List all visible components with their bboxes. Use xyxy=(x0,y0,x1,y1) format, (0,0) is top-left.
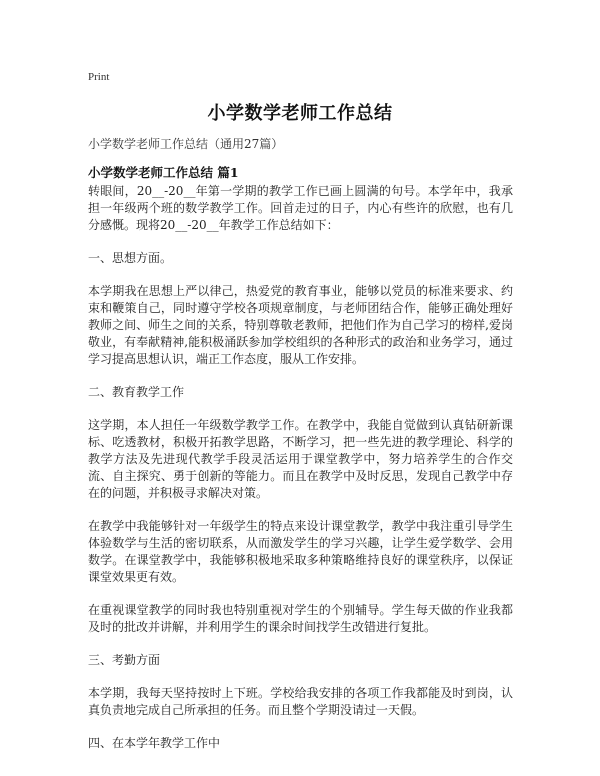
paragraph-teaching-3: 在重视课堂教学的同时我也特别重视对学生的个别辅导。学生每天做的作业我都及时的批改并讲解，并利用学生的课余时间找学生改错进行复批。 xyxy=(88,603,513,634)
paragraph-teaching-2: 在教学中我能够针对一年级学生的特点来设计课堂教学，教学中我注重引导学生体验数学与生活的密切联系，从而激发学生的学习兴趣，让学生爱学数学、会用数学。在课堂教学中，我能够积极地采取多种策略维持良好的课堂秩序，以保证课堂效果更有效。 xyxy=(88,519,513,584)
print-label: Print xyxy=(88,71,110,83)
paragraph-attendance: 本学期，我每天坚持按时上下班。学校给我安排的各项工作我都能及时到岗，认真负责地完成自己所承担的任务。而且整个学期没请过一天假。 xyxy=(88,686,513,717)
document-title: 小学数学老师工作总结 xyxy=(207,103,393,124)
paragraph-teaching-1: 这学期，本人担任一年级数学教学工作。在教学中，我能自觉做到认真钻研新课标、吃透教材，积极开拓教学思路，不断学习，把一些先进的教学理论、科学的教学方法及先进现代教学手段灵活运用于课堂教学中，努力培养学生的合作交流、自主探究、勇于创新的等能力。而且在教学中及时反思，发现自己教学中存在的问题，并积极寻求解决对策。 xyxy=(88,418,513,500)
section-heading: 小学数学老师工作总结 篇1 xyxy=(88,165,239,180)
paragraph-thought: 本学期我在思想上严以律己，热爱党的教育事业，能够以党员的标准来要求、约束和鞭策自己，同时遵守学校各项规章制度，与老师团结合作，能够正确处理好教师之间、师生之间的关系，特别尊敬老教师，把他们作为自己学习的榜样,爱岗敬业，有奉献精神,能积极涌跃参加学校组织的各种形式的政治和业务学习，通过学习提高思想认识，端正工作态度，服从工作安排。 xyxy=(88,284,513,366)
heading-teaching-work: 四、在本学年教学工作中 xyxy=(88,736,221,750)
paragraph-intro: 转眼间，20__-20__年第一学期的教学工作已画上圆满的句号。本学年中，我承担一年级两个班的数学教学工作。回首走过的日子，内心有些许的欣慰，也有几分感慨。现将20__-20__年教学工作总结如下： xyxy=(88,184,513,232)
heading-thought: 一、思想方面。 xyxy=(88,251,173,265)
heading-teaching: 二、教育教学工作 xyxy=(88,385,185,399)
document-body xyxy=(88,183,513,768)
heading-attendance: 三、考勤方面 xyxy=(88,653,161,667)
document-subtitle: 小学数学老师工作总结（通用27篇） xyxy=(88,137,284,151)
